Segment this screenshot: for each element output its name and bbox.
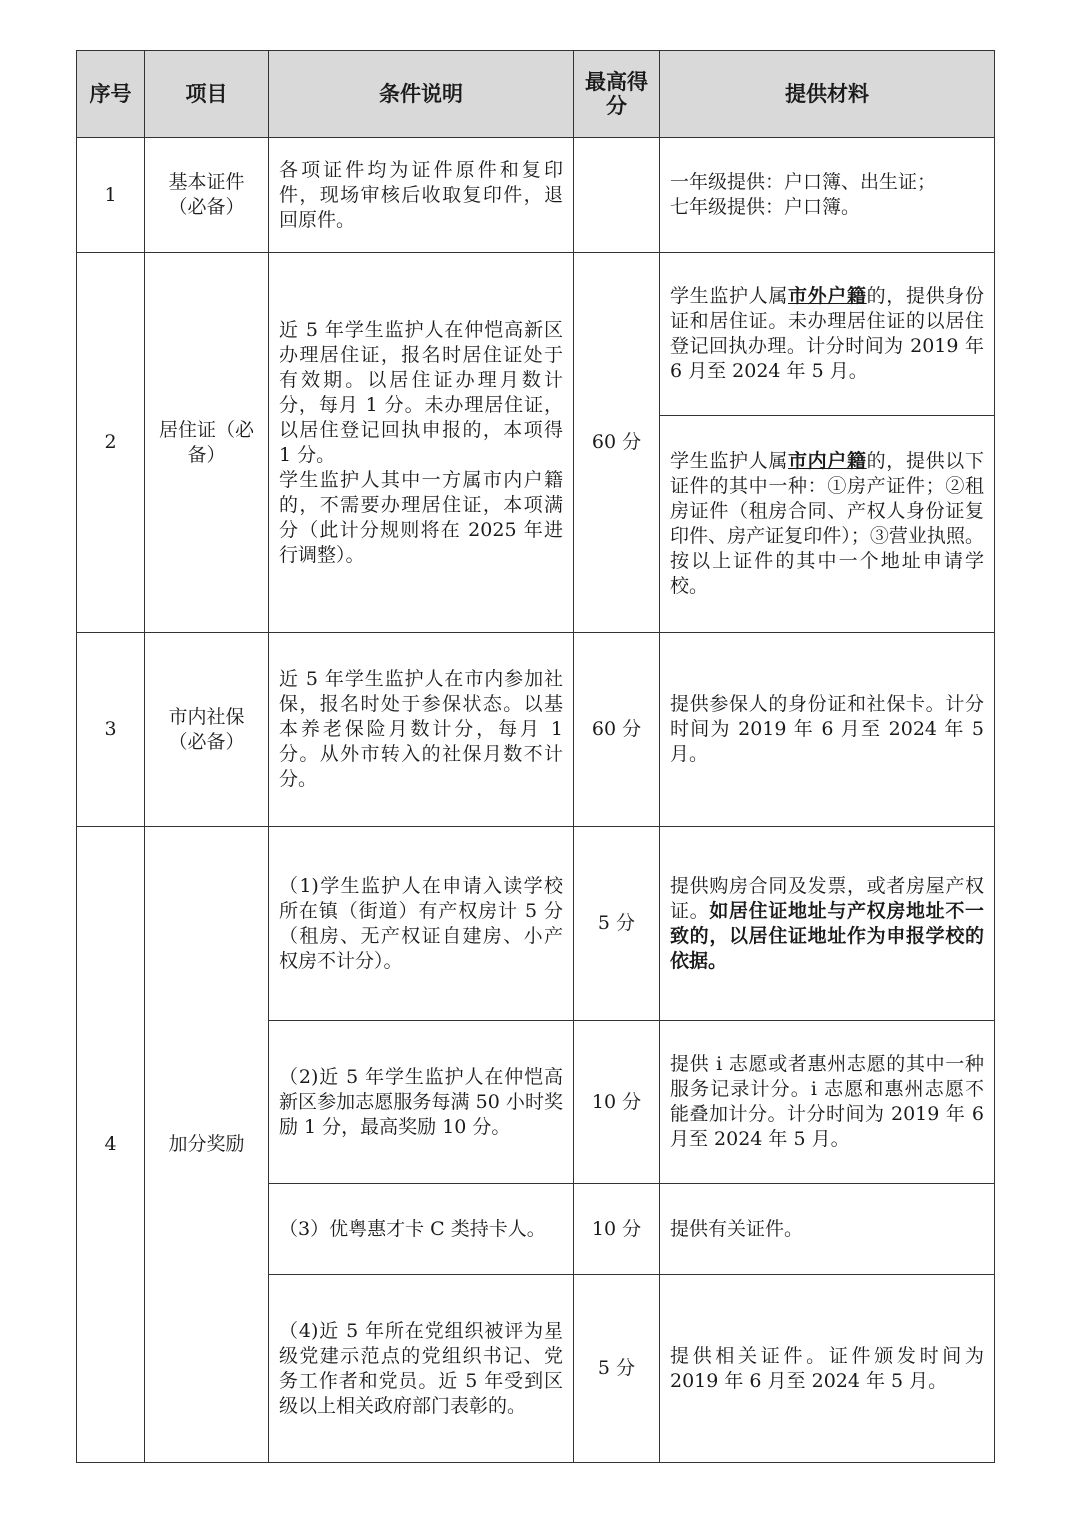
row4-sub2-score: 10 分: [574, 1021, 660, 1184]
row2-materials-b-pre: 学生监护人属: [670, 450, 788, 472]
row3-materials: 提供参保人的身份证和社保卡。计分时间为 2019 年 6 月至 2024 年 5 月。: [660, 633, 995, 827]
row3-no: 3: [77, 633, 145, 827]
header-no: 序号: [77, 51, 145, 138]
header-materials: 提供材料: [660, 51, 995, 138]
row4-sub4-score: 5 分: [574, 1275, 660, 1463]
row1-condition: 各项证件均为证件原件和复印件，现场审核后收取复印件，退回原件。: [269, 138, 574, 253]
row2-materials-b-key: 市内户籍: [787, 450, 867, 472]
row1-item: 基本证件（必备）: [145, 138, 269, 253]
table-row: [77, 253, 995, 416]
row2-materials-a-pre: 学生监护人属: [670, 285, 788, 307]
row4-sub1-materials-bold: 如居住证地址与产权房地址不一致的，以居住证地址作为申报学校的依据。: [670, 899, 984, 972]
row4-sub2-condition: （2)近 5 年学生监护人在仲恺高新区参加志愿服务每满 50 小时奖励 1 分，最高奖励 10 分。: [269, 1021, 574, 1184]
header-max-score: [574, 51, 660, 138]
row2-condition-text: 近 5 年学生监护人在仲恺高新区办理居住证，报名时居住证处于有效期。以居住证办理月数计分，每月 1 分。未办理居住证，以居住登记回执申报的，本项得 1 分。 学生监护人其中一方属市内户籍的，不需要办理居住证，本项满分（此计分规则将在 2025 年进行调整）。: [279, 318, 563, 566]
row4-no: 4: [77, 827, 145, 1463]
table-row: [77, 827, 995, 1021]
row2-materials-b: [660, 416, 995, 633]
row3-score: 60 分: [574, 633, 660, 827]
row4-sub1-materials-pre: 提供购房合同及发票，或者房屋产权证。: [670, 874, 984, 922]
row2-condition: [269, 253, 574, 633]
row4-sub2-materials: 提供 i 志愿或者惠州志愿的其中一种服务记录计分。i 志愿和惠州志愿不能叠加计分。计分时间为 2019 年 6 月至 2024 年 5 月。: [660, 1021, 995, 1184]
row4-sub1-materials: [660, 827, 995, 1021]
row2-score: 60 分: [574, 253, 660, 633]
row3-condition: 近 5 年学生监护人在市内参加社保，报名时处于参保状态。以基本养老保险月数计分，每月 1 分。从外市转入的社保月数不计分。: [269, 633, 574, 827]
row2-materials-a: [660, 253, 995, 416]
row1-score: [574, 138, 660, 253]
table-row: [77, 633, 995, 827]
row4-sub3-condition: （3）优粤惠才卡 C 类持卡人。: [269, 1184, 574, 1275]
header-condition: 条件说明: [269, 51, 574, 138]
header-item: 项目: [145, 51, 269, 138]
row1-materials: [660, 138, 995, 253]
row4-sub1-score: 5 分: [574, 827, 660, 1021]
row2-item: 居住证（必备）: [145, 253, 269, 633]
row1-no: 1: [77, 138, 145, 253]
row3-item: 市内社保（必备）: [145, 633, 269, 827]
row4-sub1-condition: （1)学生监护人在申请入读学校所在镇（街道）有产权房计 5 分（租房、无产权证自建房、小产权房不计分）。: [269, 827, 574, 1021]
table-row: [77, 138, 995, 253]
row4-sub4-condition: （4)近 5 年所在党组织被评为星级党建示范点的党组织书记、党务工作者和党员。近 5 年受到区级以上相关政府部门表彰的。: [269, 1275, 574, 1463]
row4-sub4-materials: 提供相关证件。证件颁发时间为 2019 年 6 月至 2024 年 5 月。: [660, 1275, 995, 1463]
row4-sub3-score: 10 分: [574, 1184, 660, 1275]
row4-item: 加分奖励: [145, 827, 269, 1463]
row1-materials-text: 一年级提供：户口簿、出生证； 七年级提供：户口簿。: [670, 171, 937, 218]
row4-sub3-materials: 提供有关证件。: [660, 1184, 995, 1275]
row2-materials-a-post: 的，提供身份证和居住证。未办理居住证的以居住登记回执办理。计分时间为 2019 年 6 月至 2024 年 5 月。: [670, 285, 984, 382]
row2-materials-b-post: 的，提供以下证件的其中一种：①房产证件；②租房证件（租房合同、产权人身份证复印件、房产证复印件）；③营业执照。按以上证件的其中一个地址申请学校。: [670, 450, 984, 597]
row2-no: 2: [77, 253, 145, 633]
policy-table: [76, 50, 995, 1463]
row2-materials-a-key: 市外户籍: [787, 285, 867, 307]
header-max-score-text: 最高得分: [585, 70, 648, 118]
header-row: [77, 51, 995, 138]
